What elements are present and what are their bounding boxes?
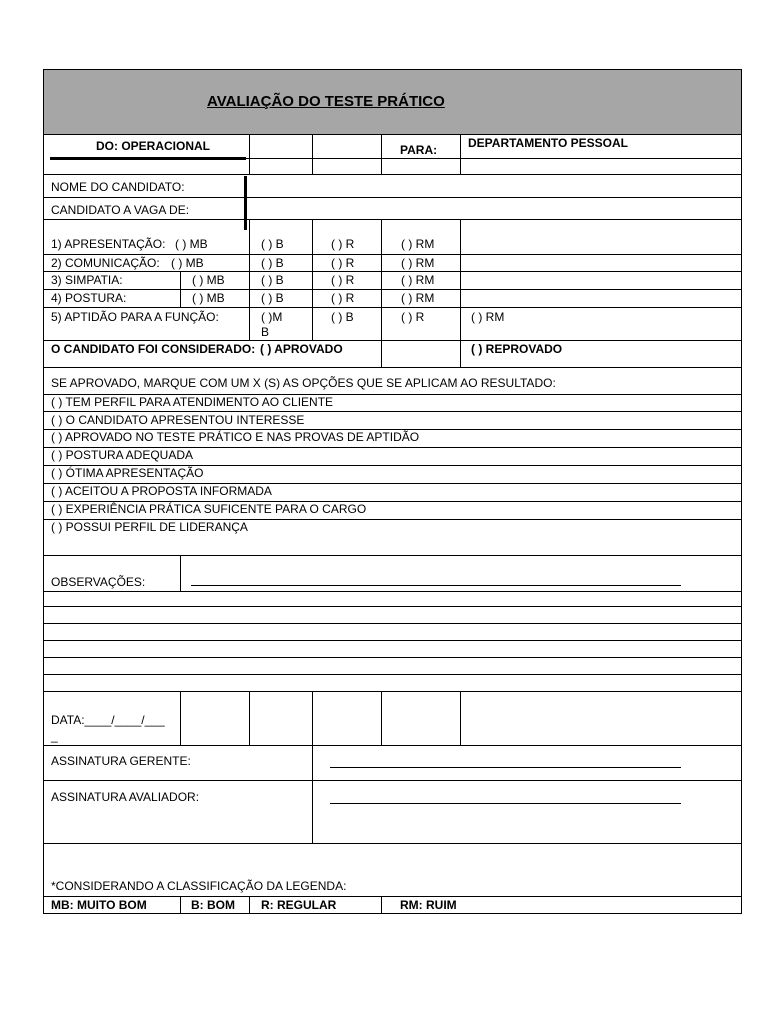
col-line: [180, 896, 181, 913]
col-line: [460, 134, 461, 174]
border-left: [43, 69, 44, 914]
rule: [43, 307, 742, 308]
rule: [43, 896, 742, 897]
rating-option[interactable]: ( ) MB: [171, 256, 204, 270]
rating-option-wrap: B: [261, 325, 270, 339]
rule: [43, 340, 742, 341]
rating-label: 2) COMUNICAÇÃO:: [51, 256, 160, 270]
sign-manager-line[interactable]: [330, 767, 681, 768]
to-label: PARA:: [400, 143, 438, 157]
observations-line[interactable]: [43, 606, 742, 607]
col-line: [249, 896, 250, 913]
rating-option[interactable]: ( ) RM: [401, 237, 435, 251]
rating-option[interactable]: ( ) B: [331, 310, 354, 324]
date-field[interactable]: DATA:____/____/___: [51, 713, 165, 727]
rule: [43, 289, 742, 290]
option-item[interactable]: ( ) APROVADO NO TESTE PRÁTICO E NAS PROVAS DE APTIDÃO: [51, 430, 420, 444]
col-line: [381, 219, 382, 367]
col-line: [180, 691, 181, 745]
rule: [43, 691, 742, 692]
candidate-name-label: NOME DO CANDIDATO:: [51, 180, 185, 194]
legend-item: B: BOM: [191, 898, 235, 912]
rating-option[interactable]: ( ) R: [331, 256, 355, 270]
col-line: [381, 691, 382, 745]
legend-intro: *CONSIDERANDO A CLASSIFICAÇÃO DA LEGENDA:: [51, 879, 347, 893]
rule: [43, 219, 742, 220]
rule: [43, 367, 742, 368]
col-line: [381, 896, 382, 913]
sign-manager-label: ASSINATURA GERENTE:: [51, 754, 191, 768]
rule: [43, 134, 742, 135]
sign-evaluator-line[interactable]: [330, 803, 681, 804]
rule: [43, 271, 742, 272]
observations-line[interactable]: [43, 674, 742, 675]
option-item[interactable]: ( ) ÓTIMA APRESENTAÇÃO: [51, 466, 204, 480]
col-line: [180, 555, 181, 591]
rating-option[interactable]: ( ) B: [261, 256, 284, 270]
observations-line[interactable]: [43, 623, 742, 624]
col-line: [180, 271, 181, 307]
col-line: [249, 134, 250, 174]
observations-input-line[interactable]: [191, 585, 681, 586]
legend-item: RM: RUIM: [400, 898, 457, 912]
rating-option[interactable]: ( ) B: [261, 237, 284, 251]
form-title: AVALIAÇÃO DO TESTE PRÁTICO: [207, 93, 445, 110]
option-item[interactable]: ( ) ACEITOU A PROPOSTA INFORMADA: [51, 484, 272, 498]
sign-evaluator-label: ASSINATURA AVALIADOR:: [51, 790, 200, 804]
rating-option[interactable]: ( ) B: [261, 291, 284, 305]
legend-item: MB: MUITO BOM: [51, 898, 147, 912]
observations-line[interactable]: [43, 640, 742, 641]
rule: [43, 174, 742, 175]
option-item[interactable]: ( ) POSTURA ADEQUADA: [51, 448, 194, 462]
rule: [43, 780, 742, 781]
rule-thick: [50, 157, 246, 160]
border-bottom: [43, 913, 742, 914]
observations-line[interactable]: [43, 657, 742, 658]
col-line: [312, 219, 313, 341]
legend-item: R: REGULAR: [261, 898, 337, 912]
observations-label: OBSERVAÇÕES:: [51, 575, 146, 589]
result-label: O CANDIDATO FOI CONSIDERADO:: [51, 342, 256, 356]
rating-option[interactable]: ( ) RM: [401, 273, 435, 287]
col-line: [249, 691, 250, 745]
rating-option[interactable]: ( ) R: [331, 273, 355, 287]
rating-option[interactable]: ( ) MB: [192, 273, 225, 287]
col-line: [312, 134, 313, 174]
rule: [43, 745, 742, 746]
option-item[interactable]: ( ) POSSUI PERFIL DE LIDERANÇA: [51, 520, 248, 534]
option-item[interactable]: ( ) TEM PERFIL PARA ATENDIMENTO AO CLIENTE: [51, 395, 334, 409]
rule: [43, 591, 742, 592]
rating-option[interactable]: ( ) R: [331, 291, 355, 305]
rating-option[interactable]: ( ) RM: [401, 291, 435, 305]
option-item[interactable]: ( ) O CANDIDATO APRESENTOU INTERESSE: [51, 413, 305, 427]
rating-label: 1) APRESENTAÇÃO:: [51, 237, 166, 251]
rating-option[interactable]: ( ) MB: [192, 291, 225, 305]
rating-option[interactable]: ( ) RM: [471, 310, 505, 324]
rule: [246, 158, 742, 159]
rule: [43, 197, 742, 198]
border-top: [43, 69, 742, 70]
rejected-option[interactable]: ( ) REPROVADO: [471, 342, 563, 356]
rating-option[interactable]: ( ) R: [331, 237, 355, 251]
col-line: [381, 134, 382, 174]
date-field-cont: _: [51, 729, 58, 743]
col-line: [312, 691, 313, 844]
rating-option[interactable]: ( ) R: [401, 310, 425, 324]
col-line-thick: [244, 176, 247, 230]
col-line: [460, 219, 461, 367]
candidate-vacancy-label: CANDIDATO A VAGA DE:: [51, 203, 190, 217]
rule: [43, 555, 742, 556]
border-right: [741, 69, 742, 914]
rating-option[interactable]: ( ) B: [261, 273, 284, 287]
option-item[interactable]: ( ) EXPERIÊNCIA PRÁTICA SUFICENTE PARA O CARGO: [51, 502, 367, 516]
rating-option[interactable]: ( )M: [261, 310, 283, 324]
rating-option[interactable]: ( ) MB: [175, 237, 208, 251]
approved-option[interactable]: ( ) APROVADO: [260, 342, 343, 356]
to-value: DEPARTAMENTO PESSOAL: [468, 136, 629, 150]
rule: [43, 843, 742, 844]
rating-label: 3) SIMPATIA:: [51, 273, 123, 287]
from-label: DO: OPERACIONAL: [96, 139, 210, 153]
col-line: [249, 219, 250, 341]
rating-label: 5) APTIDÃO PARA A FUNÇÃO:: [51, 310, 219, 324]
rule: [43, 254, 742, 255]
rating-option[interactable]: ( ) RM: [401, 256, 435, 270]
options-intro: SE APROVADO, MARQUE COM UM X (S) AS OPÇÕES QUE SE APLICAM AO RESULTADO:: [51, 376, 556, 390]
col-line: [460, 691, 461, 745]
rule: [43, 411, 742, 412]
rating-label: 4) POSTURA:: [51, 291, 127, 305]
